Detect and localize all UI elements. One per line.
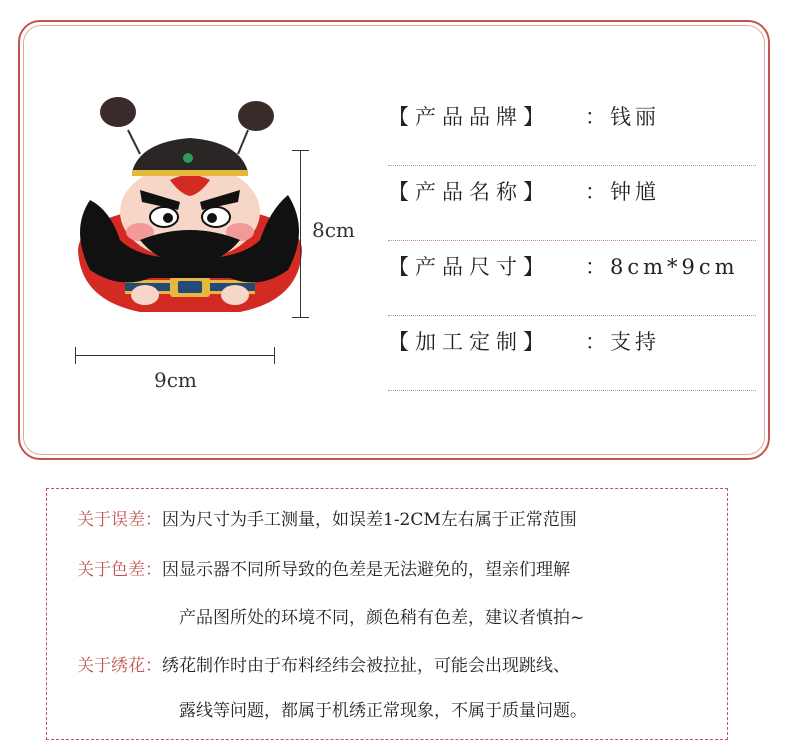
notice-tag: 关于绣花：	[77, 656, 162, 676]
notice-text: 露线等问题，都属于机绣正常现象，不属于质量问题。	[179, 701, 587, 721]
notice-embroidery-row-2	[179, 696, 587, 721]
zhong-kui-figure	[70, 90, 310, 330]
height-dimension-line	[300, 150, 302, 318]
spec-row-brand	[388, 95, 756, 166]
spec-value: ：8cm*9cm	[585, 255, 739, 279]
antenna-ball-right	[238, 101, 274, 131]
spec-label: 【产品品牌】	[388, 105, 550, 129]
notice-tag: 关于误差：	[77, 510, 162, 530]
spec-label: 【产品名称】	[388, 180, 550, 204]
notice-color-row	[77, 555, 570, 580]
spec-label: 【加工定制】	[388, 330, 550, 354]
notice-text: 因为尺寸为手工测量，如误差1-2CM左右属于正常范围	[162, 510, 577, 530]
spec-row-custom	[388, 320, 756, 391]
notice-embroidery-row	[77, 651, 570, 676]
notice-box	[46, 488, 728, 740]
spec-value: ：支持	[585, 330, 660, 354]
width-dimension-line	[75, 355, 275, 357]
notice-tag: 关于色差：	[77, 560, 162, 580]
antenna-ball-left	[100, 97, 136, 127]
notice-text: 产品图所处的环境不同，颜色稍有色差，建议者慎拍~	[179, 608, 585, 628]
spec-row-size	[388, 245, 756, 316]
spec-list	[388, 95, 756, 391]
notice-color-row-2	[179, 603, 584, 628]
spec-row-name	[388, 170, 756, 241]
notice-error-row	[77, 505, 577, 530]
width-dimension-label: 9cm	[154, 368, 197, 392]
notice-text: 绣花制作时由于布料经纬会被拉扯，可能会出现跳线、	[162, 656, 570, 676]
spec-label: 【产品尺寸】	[388, 255, 550, 279]
notice-text: 因显示器不同所导致的色差是无法避免的，望亲们理解	[162, 560, 570, 580]
spec-value: ：钟馗	[585, 180, 660, 204]
spec-value: ：钱丽	[585, 105, 660, 129]
height-dimension-label: 8cm	[312, 218, 355, 242]
